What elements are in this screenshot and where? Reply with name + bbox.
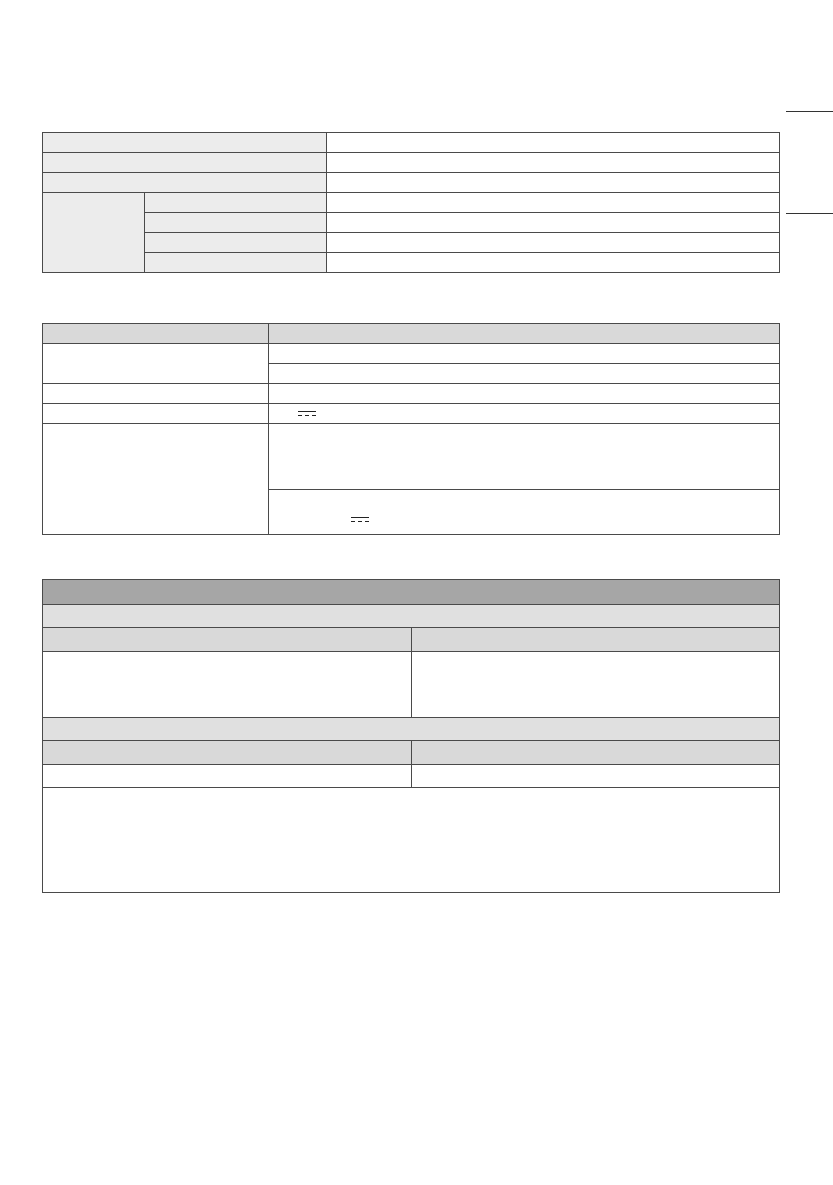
spec-label-cell xyxy=(43,424,269,535)
spec-label-cell xyxy=(43,133,327,153)
table-row xyxy=(43,652,780,718)
column-header-cell xyxy=(412,628,780,652)
spec-value-cell xyxy=(43,765,412,788)
table-row xyxy=(43,153,780,173)
column-header-cell xyxy=(43,741,412,765)
table-row xyxy=(43,605,780,628)
side-index-rule-bottom xyxy=(786,213,833,214)
table-row xyxy=(43,253,780,273)
spec-label-cell xyxy=(43,384,269,404)
spec-group-label-cell xyxy=(43,193,145,273)
spec-value-cell xyxy=(412,765,780,788)
table-row xyxy=(43,173,780,193)
spec-value-cell xyxy=(269,344,780,364)
table-row xyxy=(43,765,780,788)
side-index-rule-top xyxy=(786,111,833,112)
table-row xyxy=(43,718,780,741)
spec-label-cell xyxy=(43,344,269,384)
spec-value-cell xyxy=(327,253,780,273)
table-row xyxy=(43,741,780,765)
table-row xyxy=(43,580,780,605)
spec-value-cell xyxy=(327,153,780,173)
spec-value-cell xyxy=(412,652,780,718)
group-header-cell xyxy=(43,718,780,741)
table-row xyxy=(43,133,780,153)
spec-sublabel-cell xyxy=(145,233,327,253)
column-header-cell xyxy=(412,741,780,765)
direct-current-icon xyxy=(297,410,317,417)
spec-sublabel-cell xyxy=(145,253,327,273)
spec-value-cell xyxy=(269,424,780,490)
spec-table-3 xyxy=(42,579,780,893)
spec-sublabel-cell xyxy=(145,193,327,213)
table-title-bar xyxy=(43,580,780,605)
table-row xyxy=(43,344,780,364)
spec-value-cell xyxy=(269,364,780,384)
spec-sublabel-cell xyxy=(145,213,327,233)
spec-value-cell xyxy=(327,233,780,253)
table-row xyxy=(43,324,780,344)
spec-value-cell xyxy=(327,133,780,153)
spec-header-cell xyxy=(43,324,269,344)
table-row xyxy=(43,233,780,253)
table-row xyxy=(43,788,780,893)
table-row xyxy=(43,213,780,233)
spec-header-cell xyxy=(269,324,780,344)
spec-value-cell xyxy=(269,404,780,424)
column-header-cell xyxy=(43,628,412,652)
spec-value-cell xyxy=(43,652,412,718)
table-row xyxy=(43,384,780,404)
spec-value-cell xyxy=(327,193,780,213)
table-row xyxy=(43,404,780,424)
spec-label-cell xyxy=(43,173,327,193)
notes-cell xyxy=(43,788,780,893)
spec-value-cell xyxy=(269,490,780,535)
spec-value-cell xyxy=(327,213,780,233)
spec-table-2 xyxy=(42,323,780,535)
table-row xyxy=(43,424,780,490)
direct-current-icon xyxy=(350,516,370,523)
spec-table-1 xyxy=(42,132,780,273)
group-header-cell xyxy=(43,605,780,628)
spec-label-cell xyxy=(43,404,269,424)
table-row xyxy=(43,193,780,213)
spec-label-cell xyxy=(43,153,327,173)
spec-value-cell xyxy=(269,384,780,404)
spec-value-cell xyxy=(327,173,780,193)
table-row xyxy=(43,628,780,652)
